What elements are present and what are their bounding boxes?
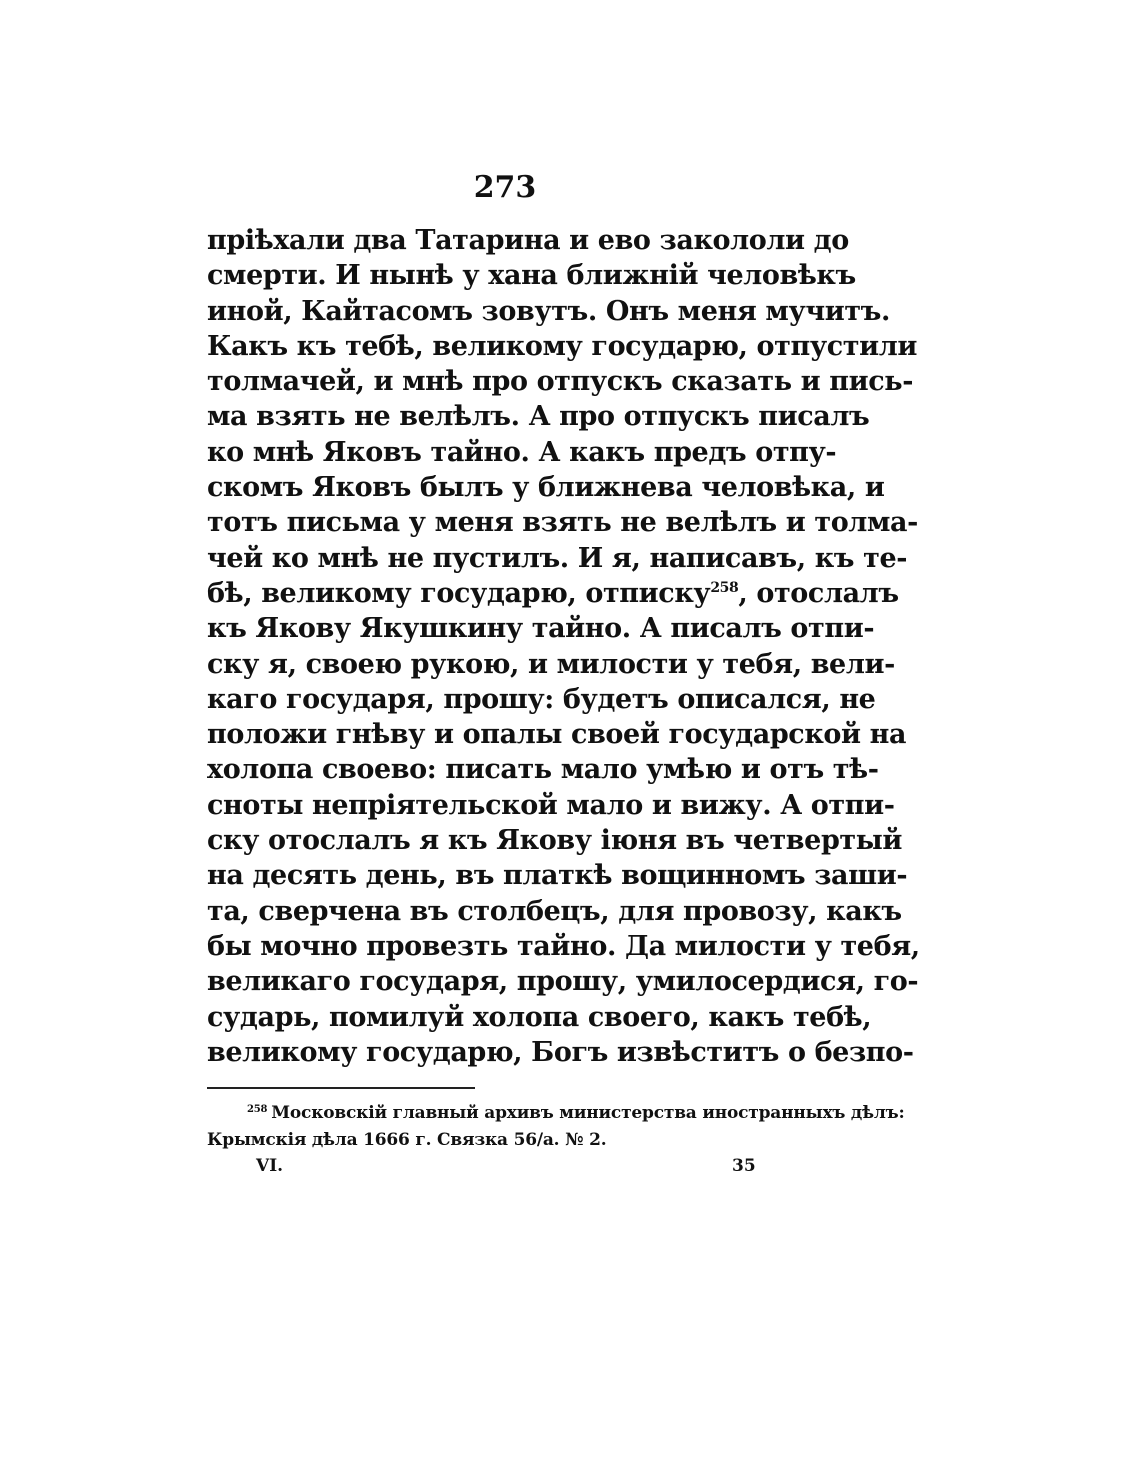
text-line: ску я, своею рукою, и милости у тебя, вели- [207,648,895,680]
text-line: смерти. И нынѣ у хана ближній человѣкъ [207,260,856,292]
footnote-number: 258 [247,1104,268,1115]
text-line-with-footnote-ref [207,576,899,611]
text-line: каго государя, прошу: будетъ описался, не [207,683,876,715]
footnote-reference[interactable]: 258 [710,579,739,596]
text-line: холопа своево: писать мало умѣю и отъ тѣ- [207,754,879,786]
text-line: скомъ Яковъ былъ у ближнева человѣка, и [207,472,885,504]
text-line: сноты непріятельской мало и вижу. А отпи- [207,789,895,821]
printer-sheet-number: 35 [732,1156,756,1176]
text-line: тотъ письма у меня взять не велѣлъ и толма- [207,507,918,539]
text-line: та, сверчена въ столбецъ, для провозу, какъ [207,895,902,927]
text-line: иной, Кайтасомъ зовутъ. Онъ меня мучитъ. [207,295,890,327]
text-line: великому государю, Богъ извѣститъ о безпо- [207,1036,914,1068]
text-line: ску отослалъ я къ Якову іюня въ четвертый [207,825,903,857]
page-number: 273 [473,170,537,205]
text-line: сударь, помилуй холопа своего, какъ тебѣ, [207,1001,872,1033]
text-line: Какъ къ тебѣ, великому государю, отпустили [207,330,917,362]
body-text [207,223,920,1070]
text-line: толмачей, и мнѣ про отпускъ сказать и пись- [207,366,913,398]
text-line: пріѣхали два Татарина и ево закололи до [207,225,849,256]
text-line: къ Якову Якушкину тайно. А писалъ отпи- [207,613,875,645]
text-segment: бѣ, великому государю, отписку [207,577,711,609]
text-segment: , отослалъ [738,577,899,609]
text-line: бы мочно провезть тайно. Да милости у тебя, [207,930,920,962]
text-line: положи гнѣву и опалы своей государской на [207,719,907,751]
text-line: на десять день, въ платкѣ вощинномъ заши- [207,860,908,892]
footnote-line [207,1100,905,1127]
text-line: ма взять не велѣлъ. А про отпускъ писалъ [207,401,870,433]
text-line: чей ко мнѣ не пустилъ. И я, написавъ, къ те- [207,542,908,574]
printer-signature-mark: VI. [256,1156,284,1176]
footnote [207,1100,905,1154]
footnote-divider [207,1087,475,1089]
footnote-line: Крымскія дѣла 1666 г. Связка 56/а. № 2. [207,1130,607,1150]
text-line: великаго государя, прошу, умилосердися, го- [207,966,919,998]
footnote-text: Московскій главный архивъ министерства иностранныхъ дѣлъ: [271,1103,905,1123]
text-line: ко мнѣ Яковъ тайно. А какъ предъ отпу- [207,436,837,468]
